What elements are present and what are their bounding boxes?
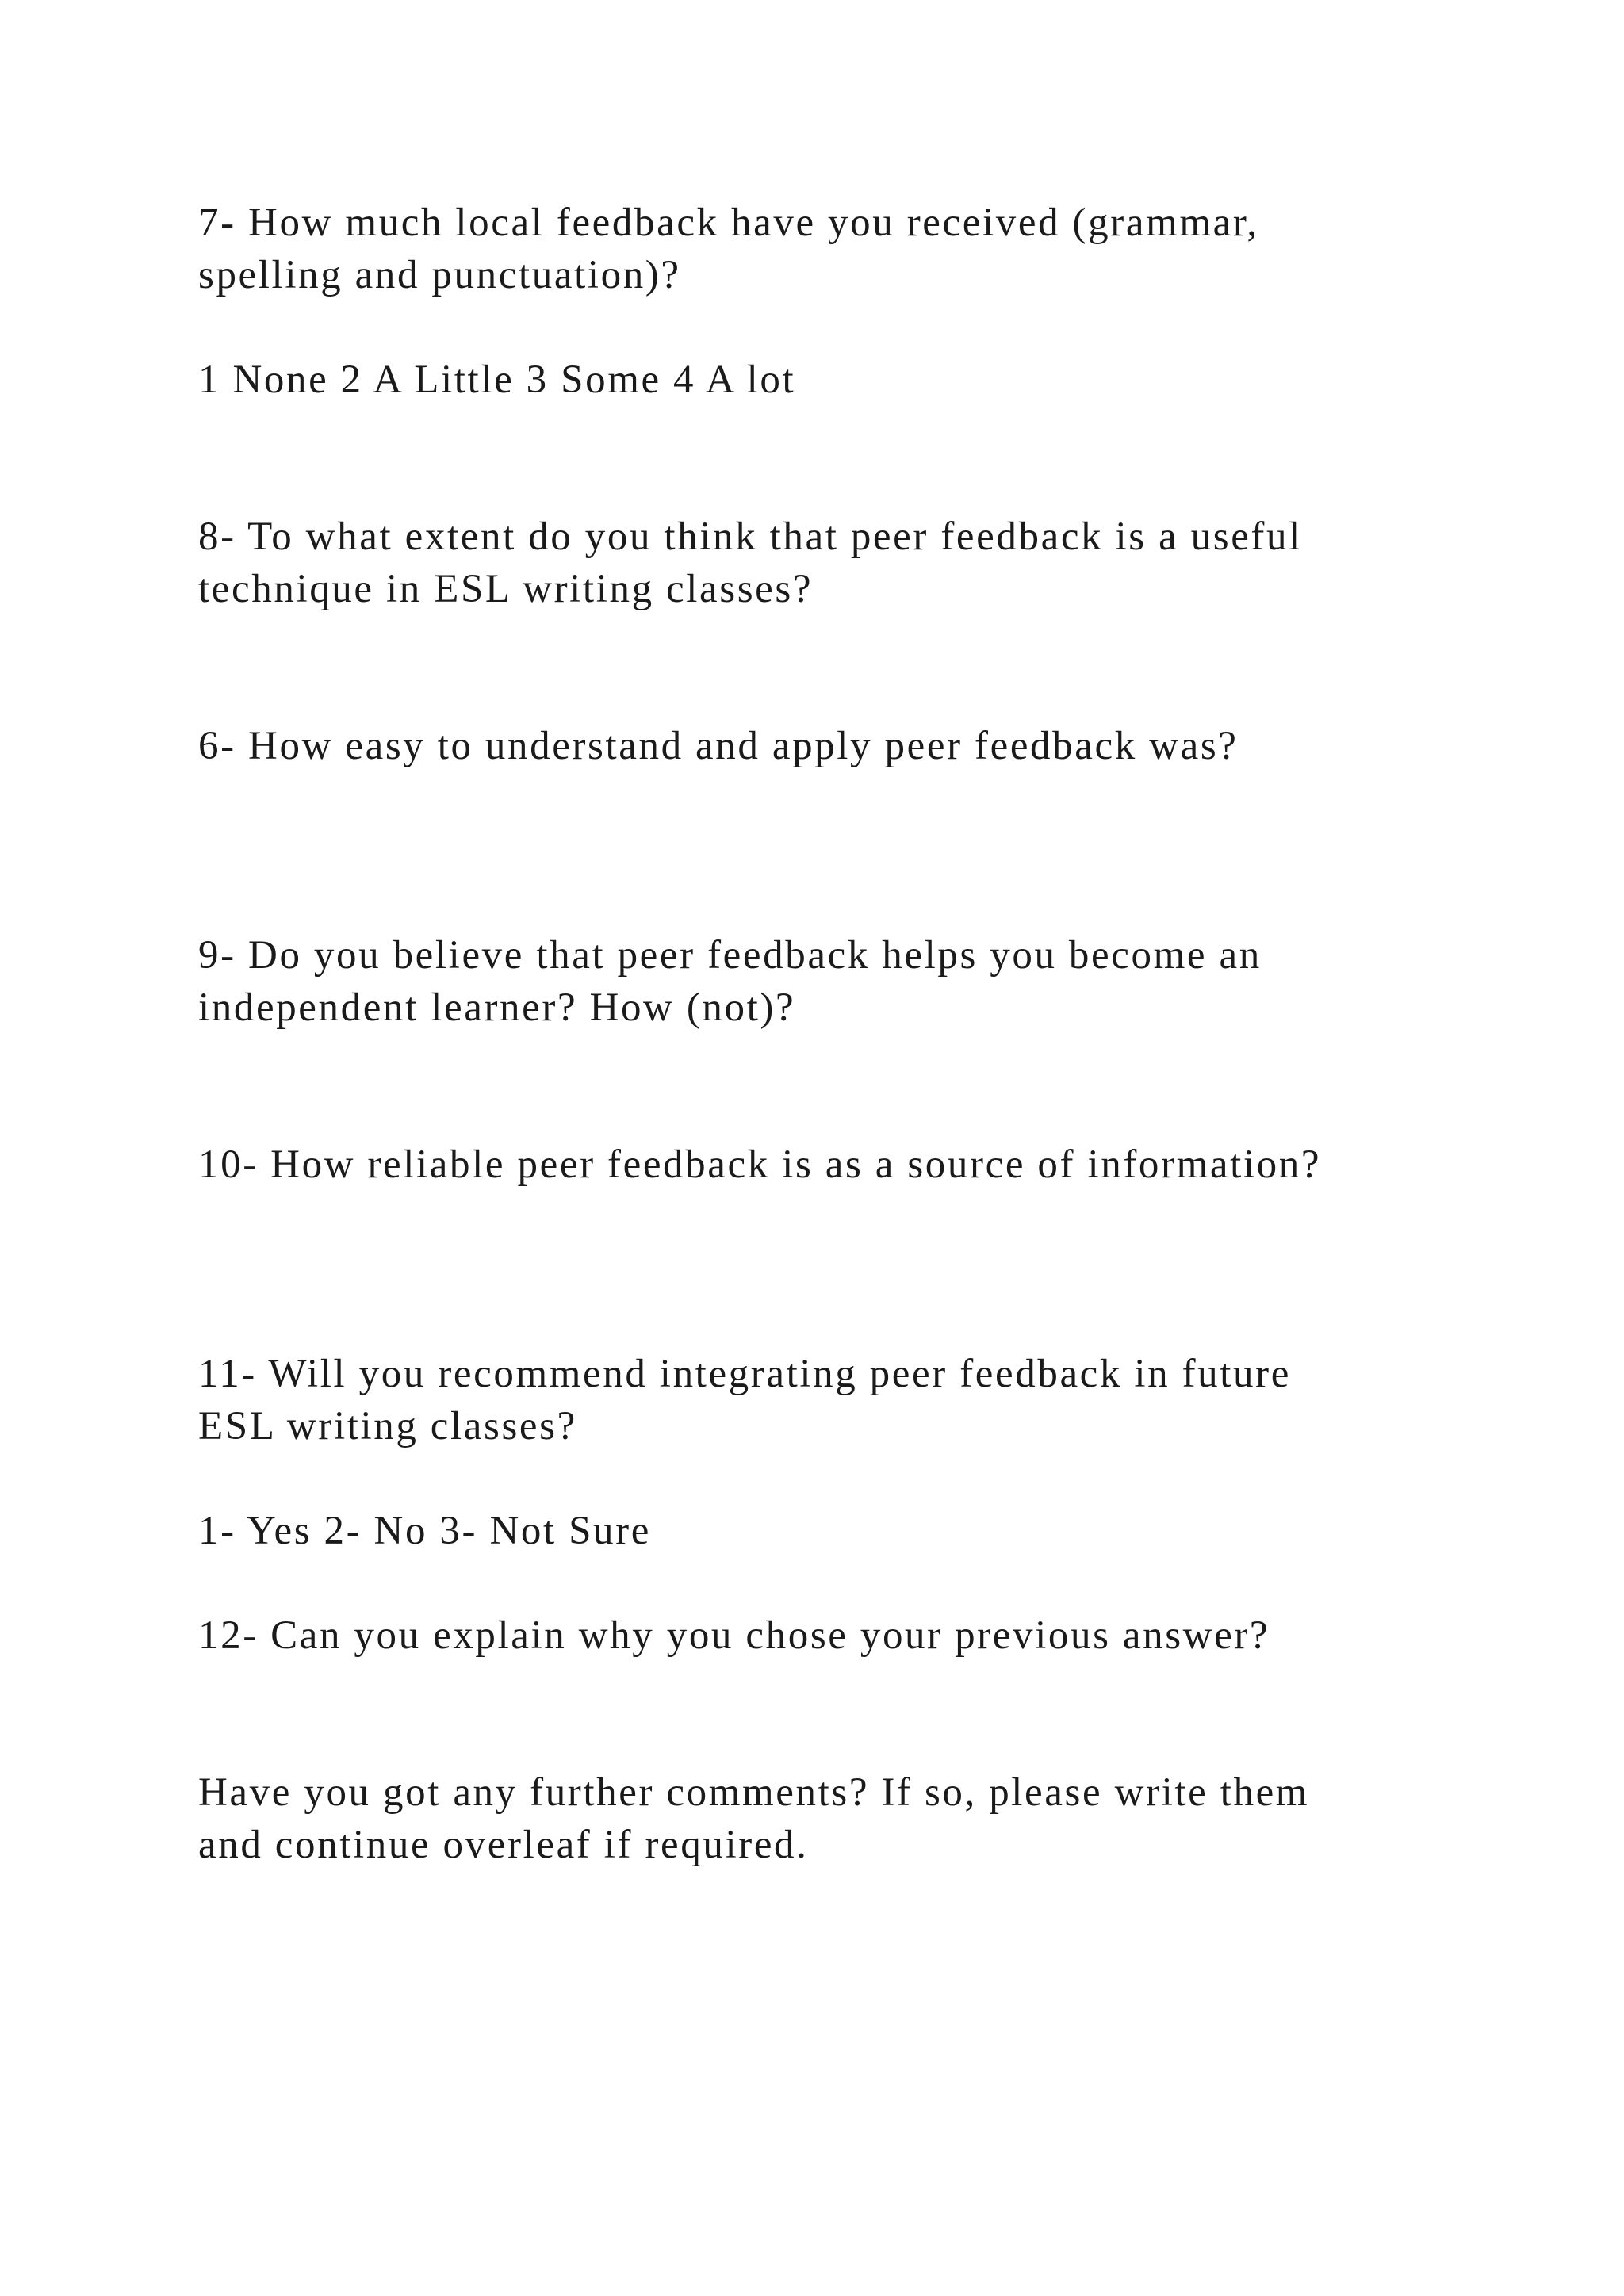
- question-9-line-2: independent learner? How (not)?: [198, 985, 796, 1030]
- question-11-options: 1- Yes 2- No 3- Not Sure: [198, 1509, 651, 1553]
- question-9-line-1: 9- Do you believe that peer feedback helps you become an: [198, 933, 1262, 978]
- question-10-line-1: 10- How reliable peer feedback is as a source of information?: [198, 1142, 1322, 1187]
- question-12-line-1: 12- Can you explain why you chose your previous answer?: [198, 1613, 1270, 1658]
- closing-line-1: Have you got any further comments? If so, please write them: [198, 1770, 1310, 1815]
- question-11-line-2: ESL writing classes?: [198, 1404, 577, 1448]
- question-7-options: 1 None 2 A Little 3 Some 4 A lot: [198, 358, 796, 402]
- question-11-line-1: 11- Will you recommend integrating peer feedback in future: [198, 1352, 1291, 1396]
- question-8-line-2: technique in ESL writing classes?: [198, 567, 814, 611]
- closing-line-2: and continue overleaf if required.: [198, 1823, 809, 1867]
- question-6-line-1: 6- How easy to understand and apply peer feedback was?: [198, 724, 1239, 768]
- question-7-line-1: 7- How much local feedback have you received (grammar,: [198, 201, 1259, 245]
- question-8-line-1: 8- To what extent do you think that peer feedback is a useful: [198, 515, 1302, 559]
- question-7-line-2: spelling and punctuation)?: [198, 253, 681, 297]
